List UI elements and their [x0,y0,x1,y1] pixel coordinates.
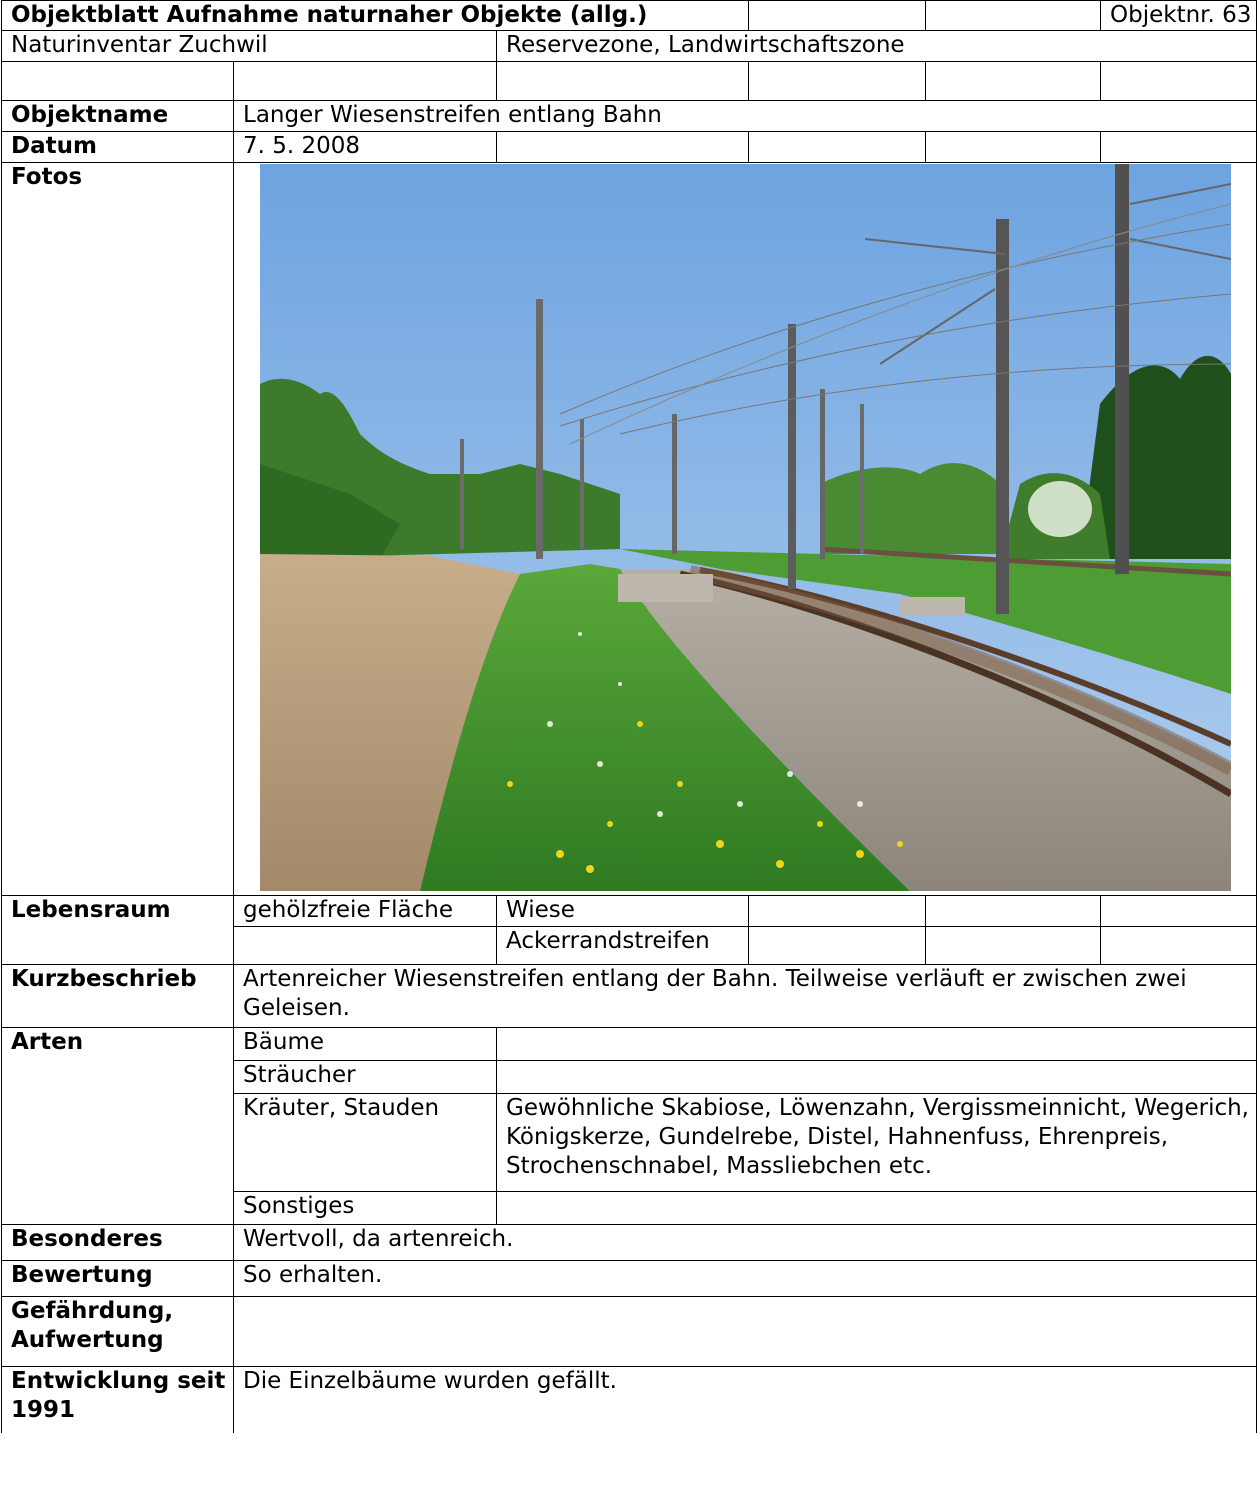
header-empty-cell [749,1,926,31]
datum-value: 7. 5. 2008 [234,132,497,163]
empty-cell [926,896,1101,927]
kurzbeschrieb-value: Artenreicher Wiesenstreifen entlang der Bahn. Teilweise verläuft er zwischen zwei Geleisen. [234,965,1257,1028]
empty-cell [926,927,1101,965]
lebensraum-label: Lebensraum [2,896,234,927]
empty-cell [926,62,1101,101]
arten-value: Gewöhnliche Skabiose, Löwenzahn, Vergissmeinnicht, Wegerich, Königskerze, Gundelrebe, Distel, Hahnenfuss, Ehrenpreis, Strochenschnabel, Massliebchen etc. [497,1094,1257,1192]
arten-category: Sonstiges [234,1192,497,1225]
empty-cell [497,62,749,101]
railway-meadow-photo [260,164,1231,891]
header-empty-cell [926,1,1101,31]
datum-label: Datum [2,132,234,163]
lebensraum-item: Wiese [497,896,749,927]
entwicklung-value: Die Einzelbäume wurden gefällt. [234,1367,1257,1433]
objektname-label: Objektname [2,101,234,132]
bewertung-value: So erhalten. [234,1261,1257,1297]
empty-cell [749,132,926,163]
arten-value [497,1028,1257,1061]
empty-cell [749,896,926,927]
objektname-value: Langer Wiesenstreifen entlang Bahn [234,101,1257,132]
sheet-title: Objektblatt Aufnahme naturnaher Objekte (allg.) [2,1,749,31]
kurzbeschrieb-label: Kurzbeschrieb [2,965,234,1028]
empty-cell [2,62,234,101]
empty-cell [234,927,497,965]
arten-label: Arten [2,1028,234,1225]
empty-cell [926,132,1101,163]
besonderes-label: Besonderes [2,1225,234,1261]
object-number: Objektnr. 63 [1101,1,1257,31]
photo-cell [234,163,1257,896]
empty-cell [1101,896,1257,927]
gefaehrdung-label: Gefährdung, Aufwertung [2,1297,234,1367]
empty-cell [2,927,234,965]
arten-category: Sträucher [234,1061,497,1094]
empty-cell [1101,62,1257,101]
bewertung-label: Bewertung [2,1261,234,1297]
arten-category: Kräuter, Stauden [234,1094,497,1192]
empty-cell [749,927,926,965]
empty-cell [1101,132,1257,163]
empty-cell [234,62,497,101]
besonderes-value: Wertvoll, da artenreich. [234,1225,1257,1261]
lebensraum-type: gehölzfreie Fläche [234,896,497,927]
fotos-label: Fotos [2,163,234,896]
zone: Reservezone, Landwirtschaftszone [497,31,1257,62]
lebensraum-item: Ackerrandstreifen [497,927,749,965]
empty-cell [749,62,926,101]
entwicklung-label: Entwicklung seit 1991 [2,1367,234,1433]
arten-value [497,1192,1257,1225]
inventory-name: Naturinventar Zuchwil [2,31,497,62]
empty-cell [497,132,749,163]
empty-cell [1101,927,1257,965]
arten-category: Bäume [234,1028,497,1061]
object-sheet [1,0,1257,1433]
arten-value [497,1061,1257,1094]
gefaehrdung-value [234,1297,1257,1367]
